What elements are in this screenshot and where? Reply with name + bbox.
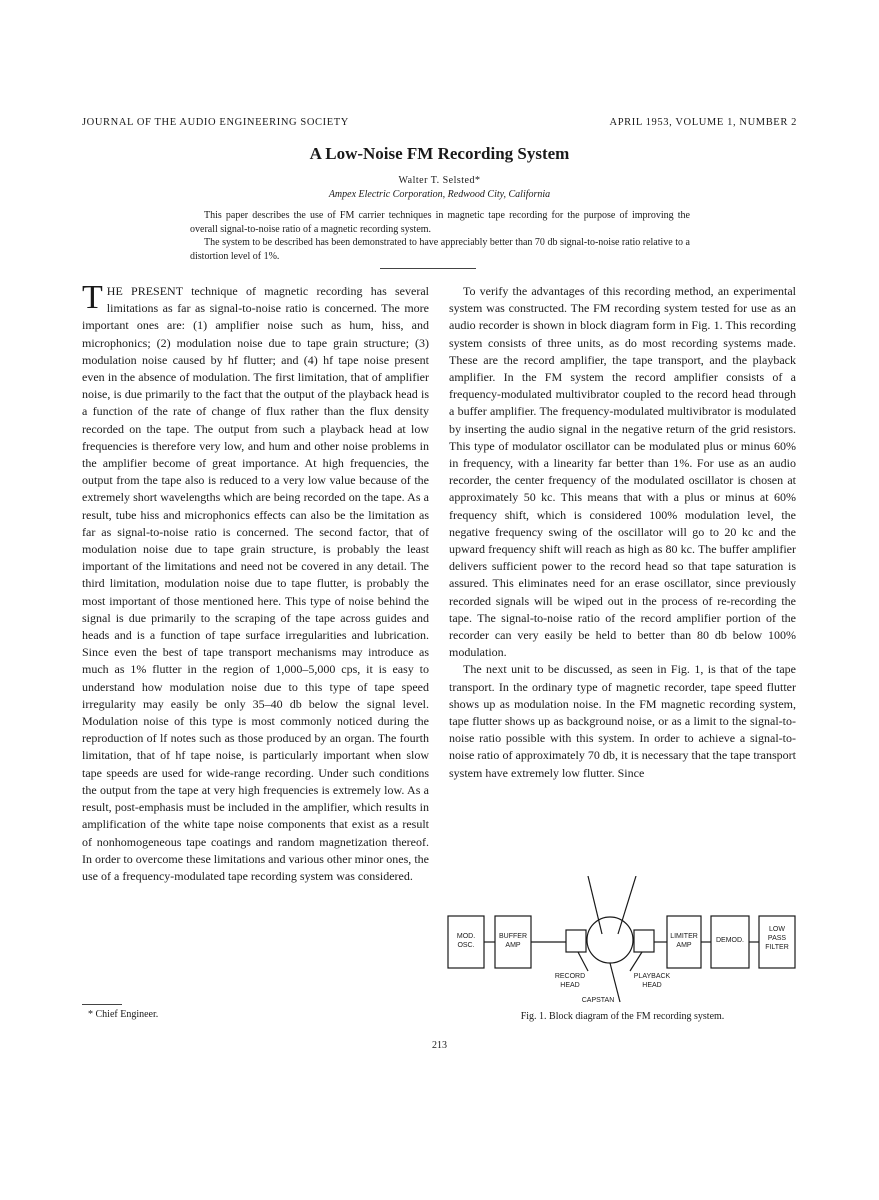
record-head-label: RECORD <box>554 973 586 980</box>
abstract <box>190 209 690 263</box>
playback-head-block <box>634 930 654 952</box>
playback-head-label: HEAD <box>642 982 662 989</box>
low-pass-filter-label: PASS <box>767 935 787 942</box>
affiliation: Ampex Electric Corporation, Redwood City, California <box>328 189 551 200</box>
body-text: HE PRESENT technique of magnetic recording has several limitations as far as signal-to-noise ratio is concerned. The more important ones are: (1) amplifier noise such as hum, hiss, and microphonics; (2) modulation noise due to tape grain structure; (3) modulation noise caused by hf flutter; and (4) hf tape noise present even in the absence of modulation. The first limitation, that of amplifier noise, is due primarily to the fact that the output of the playback head is a function of the rate of change of flux rather than the flux density recorded on the tape. The output from such a playback head at low frequencies is therefore very low, and hum and other noise problems in the amplifier become of great importance. At high frequencies, the output from the tape also is reduced to a very low value because of the extremely short wavelengths which are being recorded on the tape. As a result, tube hiss and microphonics effects can also be the limitation as far as signal-to-noise ratio is concerned. The second factor, that of modulation noise due to tape grain structure, is probably the least important of the limitations and need not be covered in any detail. The third limitation, modulation noise due to tape flutter, is probably the most important of those mentioned here. This type of noise behind the signal is due primarily to the scraping of the tape across guides and heads and is a function of tape surface irregularities and lubrication. Since even the best of tape transport mechanisms may introduce as much as 1% flutter in the region of 1,000–5,000 cps, it is easy to understand how modulation noise due to this type of tape speed irregularity may easily be only 35–40 db below the signal level. Modulation noise of this type is most commonly noticed during the reproduction of lf notes such as those produced by an organ. The fourth limitation, that of hf tape noise, is particularly important when slow tape speeds are used for wide-range recording. Under such conditions the output from the tape at very high frequencies is extremely low. As a result, post-emphasis must be included in the amplifier, which results in amplification of the white tape noise components that exist as a result of nonhomogeneous tape coatings and random magnetization thereof. In order to overcome these limitations and various other minor ones, the use of a frequency-modulated tape recording system was considered. <box>82 284 429 883</box>
journal-header: JOURNAL OF THE AUDIO ENGINEERING SOCIETY <box>82 117 349 128</box>
body-paragraph: To verify the advantages of this recording method, an experimental system was constructed. The FM recording system tested for use as an audio recorder is shown in block diagram form in Fig. 1. This recording system consists of three units, as do most recording systems made. These are the record amplifier, the tape transport, and the playback amplifier. In the FM system the record amplifier consists of a frequency-modulated multivibrator coupled to the record head through a buffer amplifier. The frequency-modulated multivibrator is modulated by inserting the audio signal in the negative return of the grid resistors. This type of modulator oscillator can be modulated plus or minus 60% in frequency, with a linearity far better than 1%. For use as an audio recorder, the center frequency of the modulated oscillator is chosen at approximately 50 kc. This means that with a plus or minus at 60% frequency shift, which is considered 100% modulation level, the negative frequency swing of the oscillator will go to 20 kc and the upward frequency shift will reach as high as 80 kc. The buffer amplifier delivers sufficient power to the record head so that tape saturation is assured. This eliminates need for an erase oscillator, since previously recorded signals will be wiped out in the process of re-recording the tape. The signal-to-noise ratio of the record amplifier portion of the recorder can very easily be held to better than 80 db below 100% modulation. <box>449 284 796 660</box>
figure-caption: Fig. 1. Block diagram of the FM recording system. <box>520 1011 725 1022</box>
abstract-paragraph: The system to be described has been demonstrated to have appreciably better than 70 db signal-to-noise ratio relative to a distortion level of 1%. <box>190 237 690 262</box>
limiter-amp-label: AMP <box>676 942 692 949</box>
author: Walter T. Selsted* <box>398 175 481 186</box>
mod-osc-label: MOD. <box>456 933 476 940</box>
block-diagram-figure <box>440 876 800 1006</box>
low-pass-filter-label: LOW <box>769 926 785 933</box>
buffer-amp-label: BUFFER <box>499 933 527 940</box>
article-title: A Low-Noise FM Recording System <box>309 144 570 163</box>
mod-osc-label: OSC. <box>457 942 475 949</box>
record-head-block <box>566 930 586 952</box>
low-pass-filter-label: FILTER <box>765 944 789 951</box>
page-number: 213 <box>432 1040 447 1051</box>
abstract-paragraph: This paper describes the use of FM carrier techniques in magnetic tape recording for the purpose of improving the overall signal-to-noise ratio of a magnetic recording system. <box>190 210 690 235</box>
body-paragraph <box>82 279 429 885</box>
footnote-rule <box>82 1004 122 1005</box>
demod-label: DEMOD. <box>716 937 744 944</box>
tape-line <box>588 876 602 934</box>
low-pass-filter-block <box>759 916 795 968</box>
record-head-label: HEAD <box>560 982 580 989</box>
issue-header: APRIL 1953, VOLUME 1, NUMBER 2 <box>609 117 797 128</box>
playback-head-label: PLAYBACK <box>633 973 671 980</box>
body-column-left <box>82 279 429 885</box>
drop-cap: T <box>82 279 103 316</box>
capstan-wheel <box>587 917 633 963</box>
footnote: * Chief Engineer. <box>88 1009 159 1020</box>
block-diagram <box>440 876 800 1006</box>
body-column-right <box>449 283 796 782</box>
capstan-label: CAPSTAN <box>581 997 615 1004</box>
buffer-amp-label: AMP <box>505 942 521 949</box>
limiter-amp-label: LIMITER <box>670 933 698 940</box>
body-paragraph: The next unit to be discussed, as seen in Fig. 1, is that of the tape transport. In the ordinary type of magnetic recorder, tape speed flutter shows up as modulation noise. In the FM magnetic recording system, tape flutter shows up as background noise, or as a limit to the signal-to-noise ratio possible with this system. In order to achieve a signal-to-noise ratio of approximately 70 db, it is necessary that the tape transport system have extremely low flutter. Since <box>449 662 796 780</box>
section-divider <box>380 268 476 270</box>
